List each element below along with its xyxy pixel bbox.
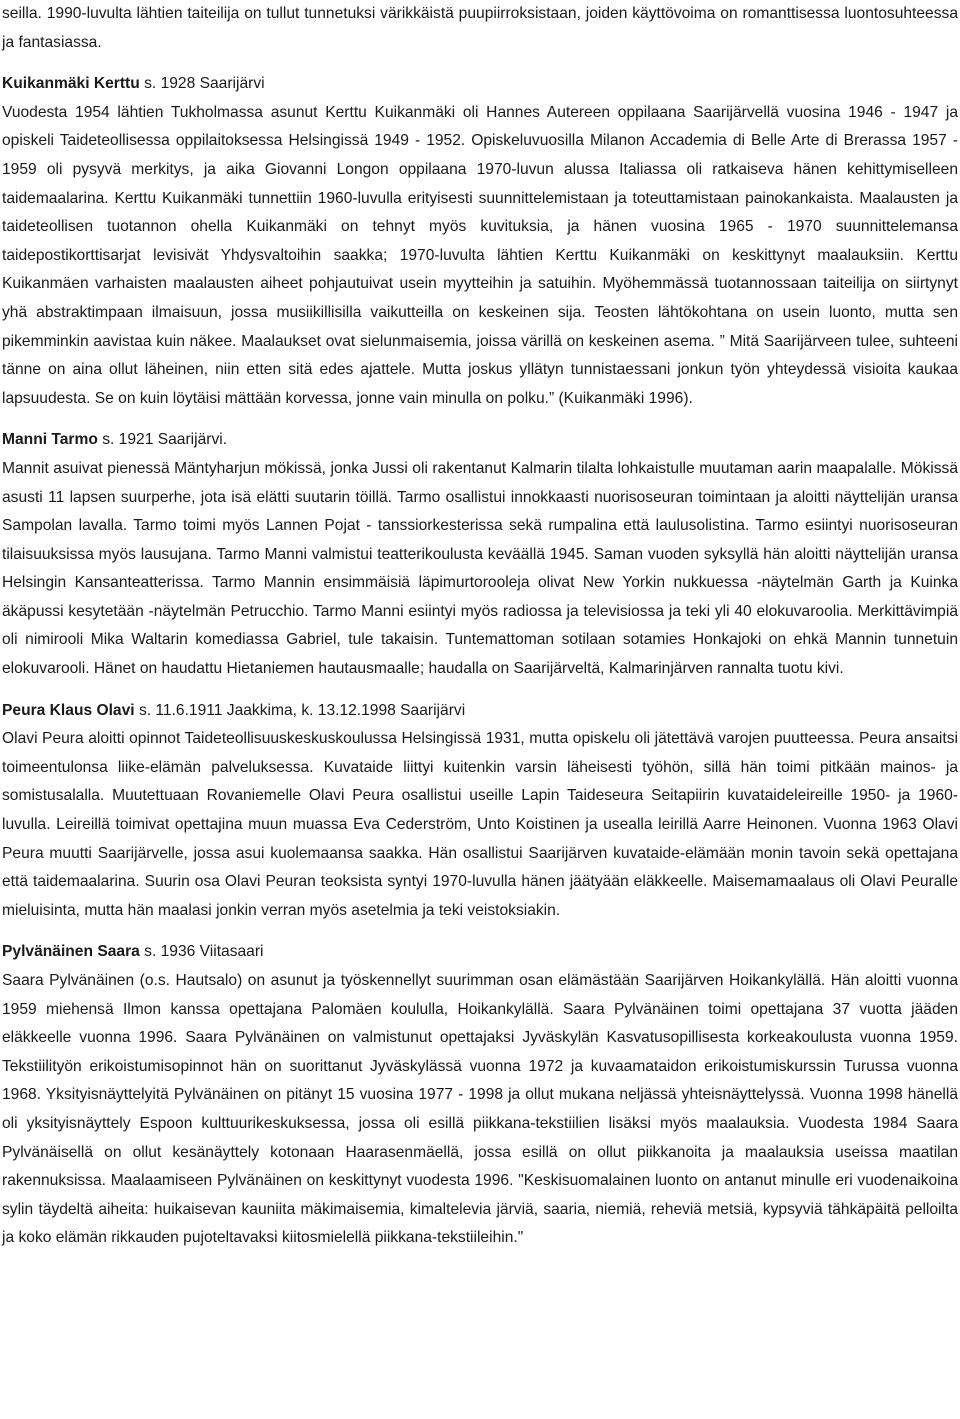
entry-kuikanmaki: [2, 70, 958, 413]
intro-paragraph: seilla. 1990-luvulta lähtien taiteilija on tullut tunnetuksi värikkäistä puupiirroksistaan, joiden käyttövoima on romanttisessa luontosuhteessa ja fantasiassa.: [2, 5, 958, 51]
entry-manni: [2, 426, 958, 683]
paragraph-gap: [2, 413, 958, 426]
entry-details: s. 1928 Saarijärvi: [139, 75, 265, 93]
entry-details: s. 1921 Saarijärvi.: [97, 431, 228, 449]
entry-heading: [2, 697, 958, 726]
entry-name: Peura Klaus Olavi: [2, 701, 135, 719]
entry-heading: [2, 70, 958, 99]
entry-body: Vuodesta 1954 lähtien Tukholmassa asunut Kerttu Kuikanmäki oli Hannes Autereen oppilaana Saarijärvellä vuosina 1946 - 1947 ja opiskeli Taideteollisessa oppilaitoksessa Helsingissä 1949 - 1952. Opiskeluvuosilla Milanon Accademia di Belle Arte di Brerassa 1957 - 1959 oli pysyvä merkitys, ja aika Giovanni Longon oppilaana 1970-luvun alussa Italiassa oli ratkaiseva hänen kehittymiselleen taidemaalarina. Kerttu Kuikanmäki tunnettiin 1960-luvulla erityisesti suunnittelemistaan ja toteuttamistaan painokankaista. Maalausten ja taideteollisen tuotannon ohella Kuikanmäki on tehnyt myös kuvituksia, ja hänen vuosina 1965 - 1970 suunnittelemansa taidepostikorttisarjat levisivät Yhdysvaltoihin saakka; 1970-luvulta lähtien Kerttu Kuikanmäki on keskittynyt maalauksiin. Kerttu Kuikanmäen varhaisten maalausten aiheet pohjautuivat usein myytteihin ja satuihin. Myöhemmässä tuotannossaan taiteilija on siirtynyt yhä abstraktimpaan ilmaisuun, jossa musiikillisilla vaikutteilla on keskeinen sija. Teosten lähtökohtana on usein luonto, mutta sen pikemminkin aavistaa kuin näkee. Maalaukset ovat sielunmaisemia, joissa värillä on keskeinen asema. ” Mitä Saarijärveen tulee, suhteeni tänne on aina ollut läheinen, niin etten sitä edes ajattele. Mutta joskus yllätyn tunnistaessani jonkun työn yhteydessä visioita kaukaa lapsuudesta. Se on kuin löytäisi mättään korvessa, jonne vain minulla on polku.” (Kuikanmäki 1996).: [2, 103, 958, 407]
entry-name: Kuikanmäki Kerttu: [2, 75, 140, 93]
paragraph-gap: [2, 684, 958, 697]
paragraph-gap: [2, 57, 958, 70]
entry-details: s. 11.6.1911 Jaakkima, k. 13.12.1998 Saarijärvi: [134, 701, 466, 719]
entry-details: s. 1936 Viitasaari: [139, 943, 264, 961]
entry-body: Saara Pylvänäinen (o.s. Hautsalo) on asunut ja työskennellyt suurimman osan elämästään Saarijärven Hoikankylällä. Hän aloitti vuonna 1959 miehensä Ilmon kanssa opettajana Palomäen koululla, Hoikankylällä. Saara Pylvänäinen toimi opettajana 37 vuotta jääden eläkkeelle vuonna 1996. Saara Pylvänäinen on valmistunut opettajaksi Jyväskylän Kasvatusopillisesta korkeakoulusta vuonna 1959. Tekstiilityön erikoistumisopinnot hän on suorittanut Jyväskylässä vuonna 1972 ja kuvaamataidon erikoistumiskurssin Turussa vuonna 1968. Yksityisnäyttelyitä Pylvänäinen on pitänyt 15 vuosina 1977 - 1998 ja ollut mukana neljässä yhteisnäyttelyssä. Vuonna 1998 hänellä oli yksityisnäyttely Espoon kulttuurikeskuksessa, jossa oli esillä piikkana-tekstiilien lisäksi myös maalauksia. Vuodesta 1984 Saara Pylvänäisellä on ollut kesänäyttely kotonaan Haarasenmäellä, jossa esillä on ollut piikkanoita ja maalauksia useissa maatilan rakennuksissa. Maalaamiseen Pylvänäinen on keskittynyt vuodesta 1996. "Keskisuomalainen luonto on antanut minulle eri vuodenaikoina sylin täydeltä aiheita: huikaisevan kauniita mäkimaisemia, kimaltelevia järviä, saaria, niemiä, reheviä metsiä, kypsyviä tähkäpäitä pelloilta ja koko elämän rikkauden pujoteltavaksi kiitosmielellä piikkana-tekstiileihin.": [2, 972, 958, 1247]
entry-heading: [2, 938, 958, 967]
entry-body: Mannit asuivat pienessä Mäntyharjun mökissä, jonka Jussi oli rakentanut Kalmarin tilalta lohkaistulle muutaman aarin maapalalle. Mökissä asusti 11 lapsen suurperhe, jota isä elätti suutarin töillä. Tarmo osallistui innokkaasti nuorisoseuran toimintaan ja aloitti näyttelijän uransa Sampolan lavalla. Tarmo toimi myös Lannen Pojat - tanssiorkesterissa sekä rumpalina että laulusolistina. Tarmo esiintyi nuorisoseuran tilaisuuksissa myös lausujana. Tarmo Manni valmistui teatterikoulusta keväällä 1945. Saman vuoden syksyllä hän aloitti näyttelijän uransa Helsingin Kansanteatterissa. Tarmo Mannin ensimmäisiä läpimurtorooleja olivat New Yorkin nukkuessa -näytelmän Garth ja Kuinka äkäpussi kesytetään -näytelmän Petrucchio. Tarmo Manni esiintyi myös radiossa ja televisiossa ja teki yli 40 elokuvaroolia. Merkittävimpiä oli nimirooli Mika Waltarin komediassa Gabriel, tule takaisin. Tuntemattoman sotilaan sotamies Honkajoki on ehkä Mannin tunnetuin elokuvarooli. Hänet on haudattu Hietaniemen hautausmaalle; haudalla on Saarijärveltä, Kalmarinjärven rannalta tuotu kivi.: [2, 459, 958, 678]
entry-name: Pylvänäinen Saara: [2, 943, 140, 961]
paragraph-gap: [2, 925, 958, 938]
entry-pylvanainen: [2, 938, 958, 1253]
entry-body: Olavi Peura aloitti opinnot Taideteollisuuskeskuskoulussa Helsingissä 1931, mutta opiskelu oli jätettävä varojen puutteessa. Peura ansaitsi toimeentulonsa liike-elämän palveluksessa. Kuvataide liittyi kuitenkin varsin läheisesti työhön, sillä hän toimi pitkään mainos- ja somistusalalla. Muutettuaan Rovaniemelle Olavi Peura osallistui useille Lapin Taideseura Seitapiirin kuvataideleireille 1950- ja 1960-luvulla. Leireillä toimivat opettajina muun muassa Eva Cederström, Unto Koistinen ja usealla leirillä Aarre Heinonen. Vuonna 1963 Olavi Peura muutti Saarijärvelle, jossa asui kuolemaansa saakka. Hän osallistui Saarijärven kuvataide-elämään monin tavoin sekä opettajana että taidemaalarina. Suurin osa Olavi Peuran teoksista syntyi 1970-luvulla hänen jäätyään eläkkeelle. Maisemamaalaus oli Olavi Peuralle mieluisinta, mutta hän maalasi jonkin verran myös asetelmia ja teki veistoksiakin.: [2, 730, 958, 919]
entry-heading: [2, 426, 958, 455]
entry-name: Manni Tarmo: [2, 431, 98, 449]
entry-peura: [2, 697, 958, 926]
